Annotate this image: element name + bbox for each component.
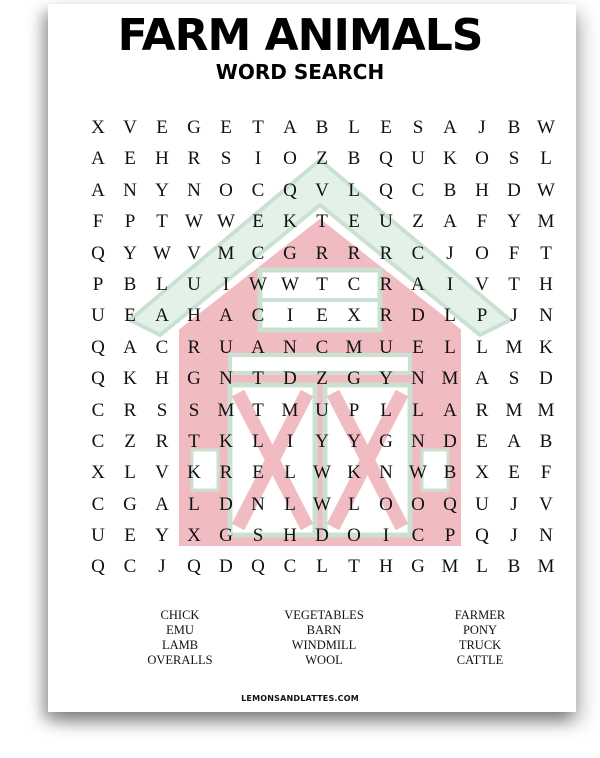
grid-letter: X [187,525,201,547]
grid-letter: I [222,273,230,295]
grid-letter: K [187,462,201,484]
grid-letter: Q [475,525,489,547]
grid-letter: A [91,179,105,201]
grid-letter: Q [379,179,393,201]
grid-letter: Q [91,556,105,578]
grid-letter: L [476,336,488,358]
grid-letter: B [507,117,521,138]
grid-letter: G [347,368,361,390]
grid-letter: B [443,462,457,484]
grid-letter: X [91,462,105,484]
grid-letter: E [220,117,232,138]
word-item: TRUCK [458,638,502,652]
grid-letter: I [446,273,454,295]
grid-letter: N [379,462,393,484]
grid-letter: L [540,148,552,170]
grid-letter: N [411,368,425,390]
grid-letter: D [539,368,553,390]
grid-letter: K [443,148,457,170]
grid-letter: C [123,556,137,578]
grid-letter: M [345,336,363,358]
grid-letter: C [91,430,105,452]
grid-letter: S [188,399,200,421]
grid-letter: H [155,368,169,390]
grid-letter: Y [379,368,393,390]
grid-letter: O [283,148,297,170]
grid-letter: W [217,211,235,233]
grid-letter: W [185,211,203,233]
grid-letter: U [187,273,201,295]
grid-letter: K [123,368,137,390]
grid-letter: U [219,336,233,358]
grid-letter: L [348,179,360,201]
grid-letter: W [537,179,555,201]
grid-letter: W [281,273,299,295]
grid-letter: C [411,525,425,547]
grid-letter: V [123,117,137,138]
grid-letter: A [507,430,521,452]
grid-letter: C [91,399,105,421]
grid-letter: L [284,493,296,515]
grid-letter: D [283,368,297,390]
grid-letter: L [348,117,360,138]
grid-letter: F [92,211,104,233]
grid-letter: B [347,148,361,170]
grid-letter: W [249,273,267,295]
grid-letter: T [316,211,328,233]
grid-letter: L [316,556,328,578]
grid-letter: Z [316,148,328,170]
grid-letter: O [379,493,393,515]
word-item: OVERALLS [147,653,213,667]
grid-letter: V [315,179,329,201]
grid-letter: S [508,148,520,170]
grid-letter: M [217,399,235,421]
grid-letter: D [315,525,329,547]
grid-letter: G [187,368,201,390]
grid-letter: K [347,462,361,484]
grid-letter: L [252,430,264,452]
grid-letter: T [156,211,168,233]
grid-letter: F [508,242,520,264]
grid-letter: W [409,462,427,484]
grid-letter: X [475,462,489,484]
grid-letter: A [219,305,233,327]
grid-letter: Z [124,430,136,452]
grid-letter: R [123,399,137,421]
grid-letter: D [443,430,457,452]
grid-letter: M [505,399,523,421]
grid-letter: U [91,305,105,327]
grid-letter: B [315,117,329,138]
grid-letter: R [379,305,393,327]
grid-letter: T [252,117,264,138]
grid-letter: L [444,336,456,358]
grid-letter: R [219,462,233,484]
grid-letter: B [443,179,457,201]
grid-letter: Z [412,211,424,233]
grid-letter: B [123,273,137,295]
word-list [48,608,576,678]
grid-letter: X [347,305,361,327]
grid-letter: S [412,117,424,138]
grid-letter: S [508,368,520,390]
grid-letter: A [443,117,457,138]
grid-letter: E [348,211,360,233]
grid-letter: N [251,493,265,515]
grid-letter: T [316,273,328,295]
grid-letter: C [411,242,425,264]
grid-letter: R [379,273,393,295]
grid-letter: E [412,336,424,358]
grid-letter: E [508,462,520,484]
grid-letter: R [347,242,361,264]
grid-letter: L [476,556,488,578]
grid-letter: C [251,242,265,264]
grid-letter: M [441,556,459,578]
grid-letter: I [286,305,294,327]
grid-letter: A [91,148,105,170]
grid-letter: G [283,242,297,264]
grid-letter: B [539,430,553,452]
grid-letter: L [284,462,296,484]
grid-letter: Q [187,556,201,578]
grid-letter: O [347,525,361,547]
grid-letter: R [315,242,329,264]
grid-letter: E [252,462,264,484]
grid-letter: A [443,399,457,421]
grid-letter: D [219,556,233,578]
grid-letter: T [348,556,360,578]
grid-letter: G [379,430,393,452]
grid-letter: N [219,368,233,390]
grid-letter: O [475,242,489,264]
grid-letter: Y [347,430,361,452]
grid-letter: Y [507,211,521,233]
grid-letter: Q [379,148,393,170]
grid-letter: E [124,525,136,547]
grid-letter: G [123,493,137,515]
grid-letter: M [217,242,235,264]
grid-letter: M [537,399,555,421]
grid-letter: N [539,305,553,327]
grid-letter: J [478,117,486,138]
grid-letter: N [283,336,297,358]
grid-letter: A [123,336,137,358]
grid-letter: R [187,336,201,358]
word-list-column-1 [140,608,220,668]
grid-letter: A [283,117,297,138]
grid-letter: J [446,242,454,264]
grid-letter: E [316,305,328,327]
word-item: WINDMILL [291,638,357,652]
grid-letter: G [411,556,425,578]
grid-letter: P [348,399,360,421]
grid-letter: H [187,305,201,327]
grid-letter: I [254,148,262,170]
grid-letter: N [123,179,137,201]
footer-site: LEMONSANDLATTES.COM [241,694,359,703]
grid-letter: A [155,493,169,515]
grid-letter: J [510,305,518,327]
grid-letter: V [187,242,201,264]
grid-letter: O [219,179,233,201]
grid-letter: W [537,117,555,138]
grid-letter: U [379,336,393,358]
grid-letter: Q [251,556,265,578]
page-subtitle: WORD SEARCH [215,60,385,84]
grid-letter: I [286,430,294,452]
grid-letter: P [124,211,136,233]
word-item: FARMER [454,608,506,622]
grid-letter: L [444,305,456,327]
grid-letter: H [539,273,553,295]
grid-letter: C [347,273,361,295]
grid-letter: N [539,525,553,547]
word-item: CATTLE [456,653,504,667]
grid-letter: B [507,556,521,578]
grid-letter: E [252,211,264,233]
grid-letter: R [187,148,201,170]
grid-letter: M [281,399,299,421]
grid-letter: L [124,462,136,484]
grid-letter: H [475,179,489,201]
grid-letter: Q [443,493,457,515]
grid-letter: T [252,368,264,390]
grid-letter: Y [155,179,169,201]
grid-letter: Q [91,368,105,390]
grid-letter: T [188,430,200,452]
grid-letter: U [411,148,425,170]
page-title: FARM ANIMALS [117,10,483,61]
grid-letter: H [379,556,393,578]
grid-letter: F [540,462,552,484]
grid-letter: R [155,430,169,452]
word-search-grid [82,112,562,584]
grid-letter: D [507,179,521,201]
grid-letter: K [283,211,297,233]
grid-letter: H [155,148,169,170]
grid-letter: Q [91,336,105,358]
grid-letter: P [444,525,456,547]
grid-letter: I [382,525,390,547]
grid-letter: A [251,336,265,358]
grid-letter: J [158,556,166,578]
grid-letter: E [124,148,136,170]
grid-letter: N [187,179,201,201]
word-item: LAMB [161,638,199,652]
grid-letter: H [283,525,297,547]
grid-letter: Y [123,242,137,264]
grid-letter: C [251,305,265,327]
grid-letter: W [313,493,331,515]
grid-letter: M [505,336,523,358]
grid-letter: D [219,493,233,515]
grid-letter: E [124,305,136,327]
grid-letter: R [379,242,393,264]
word-item: VEGETABLES [284,608,364,622]
grid-letter: R [475,399,489,421]
grid-letter: C [91,493,105,515]
grid-letter: T [508,273,520,295]
grid-letter: C [155,336,169,358]
grid-letter: O [475,148,489,170]
grid-letter: A [411,273,425,295]
grid-letter: U [315,399,329,421]
word-item: WOOL [305,653,343,667]
word-item: CHICK [160,608,200,622]
grid-letter: Q [283,179,297,201]
grid-letter: L [156,273,168,295]
grid-letter: L [380,399,392,421]
grid-letter: P [476,305,488,327]
grid-letter: A [475,368,489,390]
grid-letter: G [219,525,233,547]
grid-letter: V [475,273,489,295]
grid-letter: Y [315,430,329,452]
grid-letter: Z [316,368,328,390]
grid-letter: U [379,211,393,233]
grid-letter: W [313,462,331,484]
word-item: BARN [306,623,342,637]
grid-letter: C [283,556,297,578]
grid-letter: K [219,430,233,452]
word-item: EMU [166,623,194,637]
grid-letter: C [315,336,329,358]
grid-letter: E [380,117,392,138]
grid-letter: W [153,242,171,264]
grid-letter: D [411,305,425,327]
grid-letter: M [441,368,459,390]
grid-letter: U [475,493,489,515]
grid-letter: M [537,556,555,578]
grid-letter: P [92,273,104,295]
grid-letter: E [156,117,168,138]
grid-letter: T [540,242,552,264]
word-list-column-3 [440,608,520,668]
grid-letter: L [348,493,360,515]
grid-letter: M [537,211,555,233]
grid-letter: U [91,525,105,547]
word-list-column-2 [274,608,374,668]
grid-letter: A [155,305,169,327]
word-item: PONY [462,623,498,637]
grid-letter: Q [91,242,105,264]
grid-letter: J [510,525,518,547]
grid-letter: N [411,430,425,452]
grid-letter: X [91,117,105,138]
grid-letter: A [443,211,457,233]
grid-letter: K [539,336,553,358]
grid-letter: E [476,430,488,452]
grid-letter: S [156,399,168,421]
grid-letter: S [252,525,264,547]
grid-letter: L [188,493,200,515]
grid-letter: C [251,179,265,201]
grid-letter: V [539,493,553,515]
grid-letter: G [187,117,201,138]
grid-letter: Y [155,525,169,547]
grid-letter: T [252,399,264,421]
grid-letter: L [412,399,424,421]
grid-letter: S [220,148,232,170]
grid-letter: C [411,179,425,201]
grid-letter: O [411,493,425,515]
grid-letter: V [155,462,169,484]
grid-letter: F [476,211,488,233]
grid-letter: J [510,493,518,515]
